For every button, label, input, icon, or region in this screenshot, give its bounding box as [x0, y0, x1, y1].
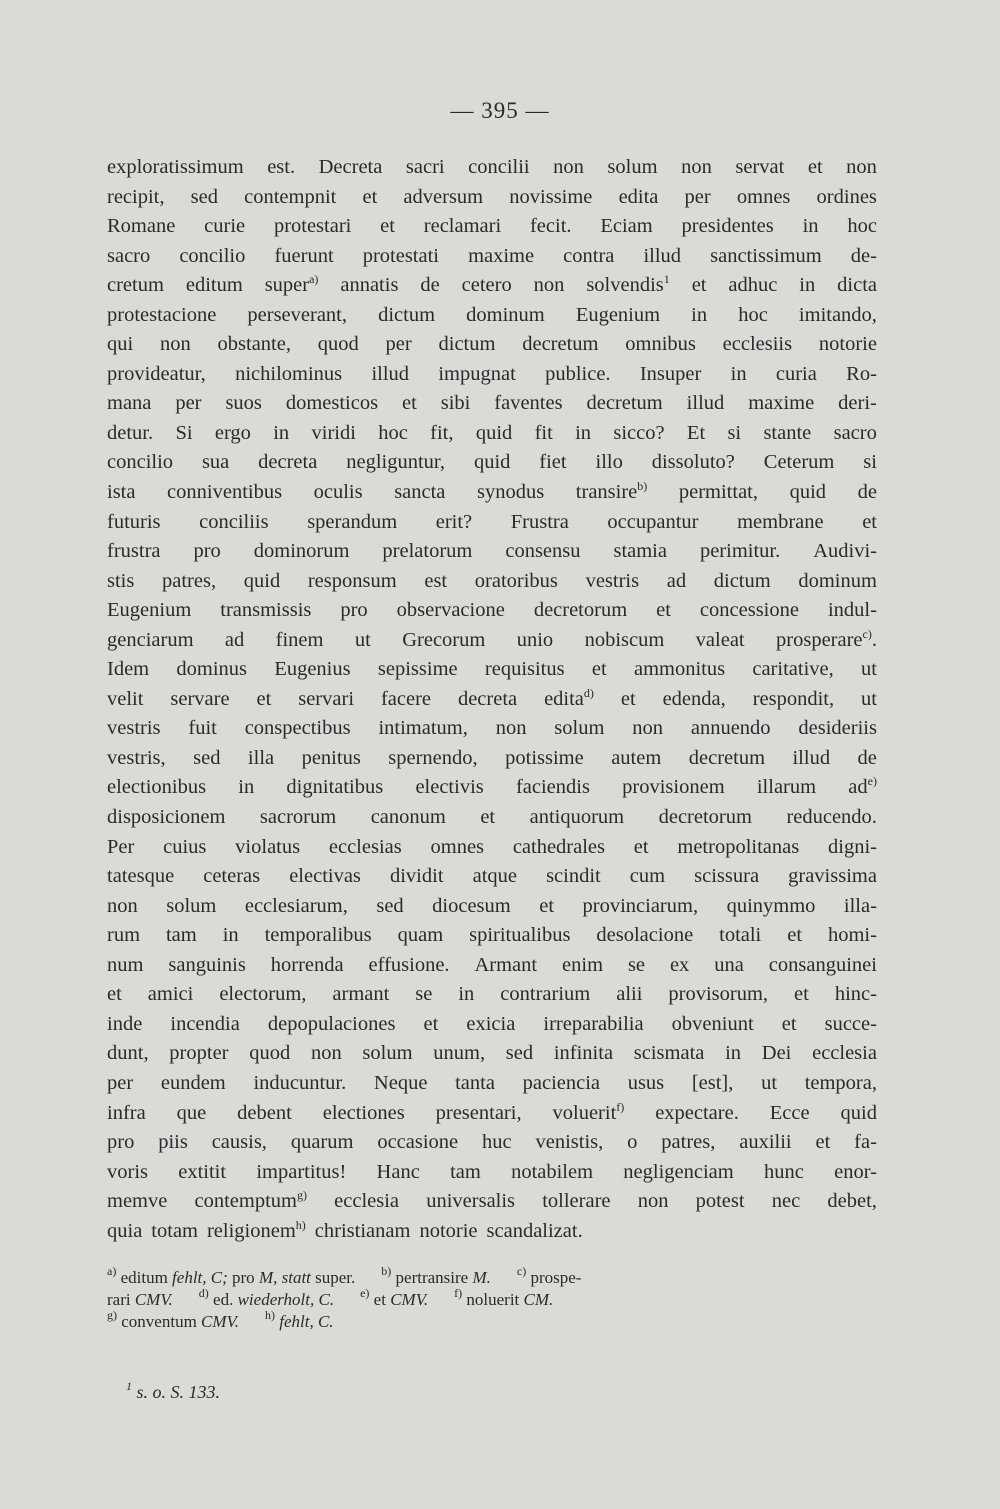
text-line: num sanguinis horrenda effusione. Armant enim se ex una consanguinei — [107, 953, 877, 976]
page-number: — 395 — — [450, 98, 550, 123]
text-line: velit servare et servari facere decreta edita$^{d)}$ et edenda, respondit, ut — [107, 685, 877, 710]
footnote-line — [107, 1264, 877, 1289]
text-line: futuris conciliis sperandum erit? Frustra occupantur membrane et — [107, 510, 877, 533]
text-line: tatesque ceteras electivas dividit atque scindit cum scissura gravissima — [107, 865, 877, 888]
text-line: Eugenium transmissis pro observacione decretorum et concessione indul- — [107, 599, 877, 622]
footnote: $^{e)}$ et CMV. — [360, 1286, 429, 1309]
text-line: stis patres, quid responsum est oratoribus vestris ad dictum dominum — [107, 569, 877, 592]
text-line: per eundem inducuntur. Neque tanta paciencia usus [est], ut tempora, — [107, 1071, 877, 1094]
text-line: genciarum ad finem ut Grecorum unio nobiscum valeat prosperare$^{c)}$. — [107, 626, 877, 651]
text-line: disposicionem sacrorum canonum et antiquorum decretorum reducendo. — [107, 806, 877, 829]
text-line: recipit, sed contempnit et adversum novissime edita per omnes ordines — [107, 185, 877, 208]
main-text — [107, 153, 877, 1246]
footnote: $^{d)}$ ed. wiederholt, C. — [198, 1286, 335, 1309]
text-line: inde incendia depopulaciones et exicia irreparabilia obveniunt et succe- — [107, 1012, 877, 1035]
text-line: rum tam in temporalibus quam spiritualibus desolacione totali et homi- — [107, 924, 877, 947]
footnote: $^{g)}$ conventum CMV. — [107, 1308, 239, 1331]
footnote: $^{f)}$ noluerit CM. — [454, 1286, 554, 1309]
text-line: provideatur, nichilominus illud impugnat publice. Insuper in curia Ro- — [107, 362, 877, 385]
text-line: concilio sua decreta negliguntur, quid fiet illo dissoluto? Ceterum si — [107, 451, 877, 474]
text-line: sacro concilio fuerunt protestati maxime contra illud sanctissimum de- — [107, 244, 877, 267]
footnote: $^{b)}$ pertransire M. — [381, 1264, 491, 1287]
footnote: $^{c)}$ prospe- — [516, 1264, 582, 1287]
text-line: vestris fuit conspectibus intimatum, non solum non annuendo desideriis — [107, 717, 877, 740]
text-line: non solum ecclesiarum, sed diocesum et provinciarum, quinymmo illa- — [107, 894, 877, 917]
text-line: mana per suos domesticos et sibi faventes decretum illud maxime deri- — [107, 392, 877, 415]
text-line: Idem dominus Eugenius sepissime requisitus et ammonitus caritative, ut — [107, 658, 877, 681]
text-line: protestacione perseverant, dictum dominum Eugenium in hoc imitando, — [107, 303, 877, 326]
text-line: voris extitit impartitus! Hanc tam notabilem negligenciam hunc enor- — [107, 1160, 877, 1183]
text-line: exploratissimum est. Decreta sacri concilii non solum non servat et non — [107, 156, 877, 178]
text-line: Per cuius violatus ecclesias omnes cathedrales et metropolitanas digni- — [107, 835, 877, 858]
text-line: cretum editum super$^{a)}$ annatis de cetero non solvendis$^1$ et adhuc in dicta — [107, 272, 877, 297]
text-line: frustra pro dominorum prelatorum consensu stamia perimitur. Audivi- — [107, 540, 877, 563]
footnote: rari CMV. — [107, 1290, 173, 1309]
text-line: vestris, sed illa penitus spernendo, potissime autem decretum illud de — [107, 746, 877, 769]
text-line: dunt, propter quod non solum unum, sed infinita scismata in Dei ecclesia — [107, 1042, 877, 1065]
critical-apparatus — [107, 1264, 877, 1333]
text-line: infra que debent electiones presentari, voluerit$^{f)}$ expectare. Ecce quid — [107, 1099, 877, 1124]
footnote: $^{a)}$ editum fehlt, C; pro M, statt super. — [107, 1264, 356, 1287]
text-line: memve contemptum$^{g)}$ ecclesia universalis tollerare non potest nec debet, — [107, 1188, 877, 1213]
reference-footnote: $^1$ s. o. S. 133. — [126, 1379, 221, 1402]
footnote: $^{h)}$ fehlt, C. — [265, 1308, 334, 1331]
text-line: pro piis causis, quarum occasione huc venistis, o patres, auxilii et fa- — [107, 1131, 877, 1154]
text-line: quia totam religionem$^{h)}$ christianam notorie scandalizat. — [107, 1217, 583, 1242]
text-line: ista conniventibus oculis sancta synodus transire$^{b)}$ permittat, quid de — [107, 479, 877, 504]
footnote-line — [107, 1308, 877, 1333]
text-line: et amici electorum, armant se in contrarium alii provisorum, et hinc- — [107, 983, 877, 1006]
text-line: detur. Si ergo in viridi hoc fit, quid fit in sicco? Et si stante sacro — [107, 421, 877, 444]
text-line: electionibus in dignitatibus electivis faciendis provisionem illarum $ad^{e)}$ — [107, 774, 877, 799]
text-line: Romane curie protestari et reclamari fecit. Eciam presidentes in hoc — [107, 215, 877, 238]
text-line: qui non obstante, quod per dictum decretum omnibus ecclesiis notorie — [107, 333, 877, 356]
footnote-line — [107, 1286, 877, 1311]
